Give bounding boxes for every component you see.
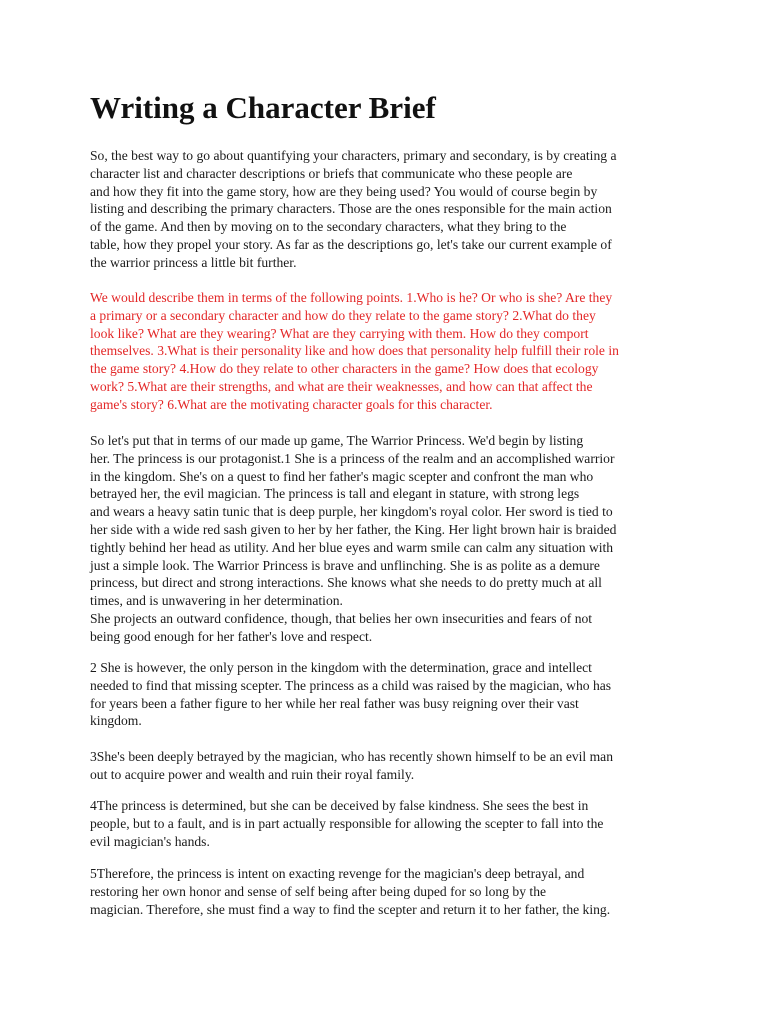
protagonist-paragraph — [90, 432, 616, 646]
protagonist-line: her. The princess is our protagonist.1 She is a princess of the realm and an accomplished warrior — [90, 450, 615, 466]
intro-paragraph — [90, 147, 616, 272]
description-points-line: work? 5.What are their strengths, and what are their weaknesses, and how can that affect the — [90, 378, 593, 394]
point-2-line: needed to find that missing scepter. The princess as a child was raised by the magician, who has — [90, 677, 612, 693]
point-3-paragraph — [90, 748, 613, 784]
point-2-line: for years been a father figure to her while her real father was busy reigning over their vast — [90, 695, 579, 711]
protagonist-line: betrayed her, the evil magician. The princess is tall and elegant in stature, with strong legs — [90, 486, 580, 502]
description-points-line: look like? What are they wearing? What are they carrying with them. How do they comport — [90, 325, 589, 341]
point-5-paragraph — [90, 865, 610, 918]
protagonist-line: in the kingdom. She's on a quest to find her father's magic scepter and confront the man who — [90, 468, 594, 484]
description-points-line: a primary or a secondary character and how do they relate to the game story? 2.What do they — [90, 307, 596, 323]
point-3-line: 3She's been deeply betrayed by the magician, who has recently shown himself to be an evil man — [90, 749, 614, 764]
protagonist-line: and wears a heavy satin tunic that is deep purple, her kingdom's royal color. Her sword is tied to — [90, 504, 613, 520]
protagonist-line: So let's put that in terms of our made up game, The Warrior Princess. We'd begin by listing — [90, 433, 584, 448]
protagonist-line: just a simple look. The Warrior Princess is brave and unflinching. She is as polite as a demure — [90, 557, 600, 573]
intro-line: and how they fit into the game story, how are they being used? You would of course begin by — [90, 183, 598, 199]
description-points-line: game's story? 6.What are the motivating character goals for this character. — [90, 396, 493, 412]
point-3-line: out to acquire power and wealth and ruin their royal family. — [90, 766, 415, 782]
description-points-line: the game story? 4.How do they relate to other characters in the game? How does that ecology — [90, 361, 599, 377]
protagonist-line: tightly behind her head as utility. And her blue eyes and warm smile can calm any situation with — [90, 539, 614, 555]
description-points-line: We would describe them in terms of the following points. 1.Who is he? Or who is she? Are they — [90, 290, 613, 305]
point-5-line: restoring her own honor and sense of self being after being duped for so long by the — [90, 883, 547, 899]
point-5-line: magician. Therefore, she must find a way to find the scepter and return it to her father, the king. — [90, 901, 611, 917]
point-4-paragraph — [90, 797, 603, 850]
intro-line: character list and character descriptions or briefs that communicate who these people are — [90, 165, 573, 181]
intro-line: the warrior princess a little bit further. — [90, 254, 297, 270]
point-2-line: kingdom. — [90, 713, 142, 729]
description-points-line: themselves. 3.What is their personality like and how does that personality help fulfill their role in — [90, 343, 619, 359]
point-4-line: people, but to a fault, and is in part actually responsible for allowing the scepter to fall into the — [90, 815, 604, 831]
point-4-line: 4The princess is determined, but she can be deceived by false kindness. She sees the best in — [90, 798, 589, 813]
point-2-line: 2 She is however, the only person in the kingdom with the determination, grace and intellect — [90, 660, 592, 675]
page-title: Writing a Character Brief — [90, 90, 436, 125]
intro-line: So, the best way to go about quantifying your characters, primary and secondary, is by creating a — [90, 148, 617, 163]
protagonist-line: She projects an outward confidence, though, that belies her own insecurities and fears of not — [90, 610, 593, 626]
description-points-paragraph — [90, 289, 619, 414]
protagonist-line: times, and is unwavering in her determination. — [90, 593, 343, 609]
intro-line: table, how they propel your story. As far as the descriptions go, let's take our current example of — [90, 236, 612, 252]
intro-line: listing and describing the primary characters. Those are the ones responsible for the main action — [90, 201, 612, 217]
point-2-paragraph — [90, 659, 611, 730]
protagonist-line: her side with a wide red sash given to her by her father, the King. Her light brown hair is braided — [90, 521, 617, 537]
point-4-line: evil magician's hands. — [90, 833, 210, 849]
point-5-line: 5Therefore, the princess is intent on exacting revenge for the magician's deep betrayal, and — [90, 866, 585, 881]
intro-line: of the game. And then by moving on to the secondary characters, what they bring to the — [90, 219, 567, 235]
protagonist-line: being good enough for her father's love and respect. — [90, 628, 373, 644]
protagonist-line: princess, but direct and strong interactions. She knows what she needs to do pretty much at all — [90, 575, 602, 591]
